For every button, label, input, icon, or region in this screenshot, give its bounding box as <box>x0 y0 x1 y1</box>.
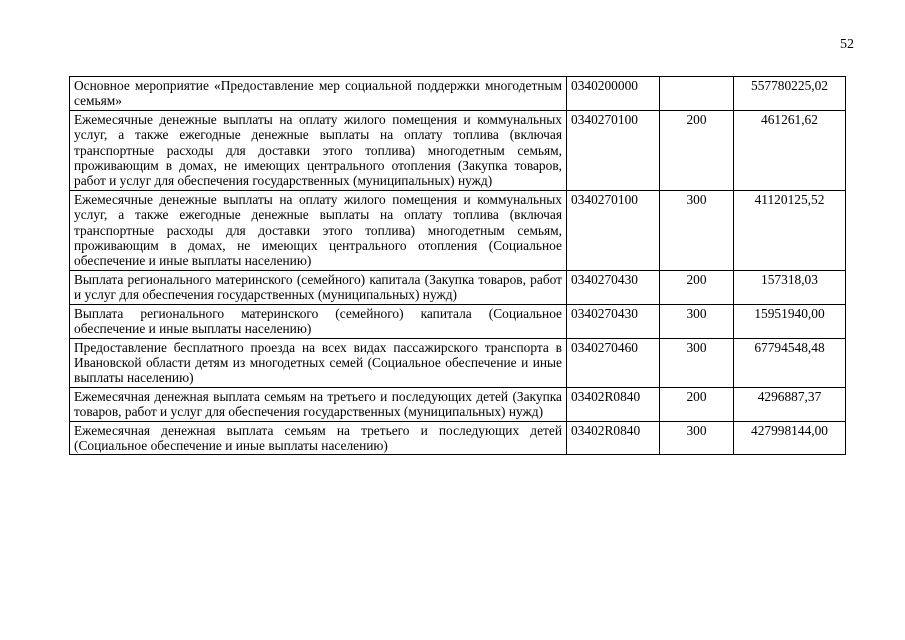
budget-table-body <box>70 77 846 455</box>
target-code-cell: 03402R0840 <box>567 387 660 421</box>
expense-name-cell: Предоставление бесплатного проезда на всех видах пассажирского транспорта в Ивановской области детям из многодетных семей (Социальное обеспечение и иные выплаты населению) <box>70 338 567 387</box>
amount-cell: 41120125,52 <box>734 190 846 270</box>
expense-name-cell: Ежемесячные денежные выплаты на оплату жилого помещения и коммунальных услуг, а также ежегодные денежные выплаты на оплату топлива (включая транспортные расходы для доставки этого топлива) многодетным семьям, проживающим в домах, не имеющих центрального отопления (Закупка товаров, работ и услуг для обеспечения государственных (муниципальных) нужд) <box>70 110 567 190</box>
expense-type-cell: 200 <box>660 110 734 190</box>
expense-type-cell: 200 <box>660 270 734 304</box>
expense-name-cell: Выплата регионального материнского (семейного) капитала (Социальное обеспечение и иные выплаты населению) <box>70 304 567 338</box>
table-row <box>70 110 846 190</box>
amount-cell: 67794548,48 <box>734 338 846 387</box>
amount-cell: 557780225,02 <box>734 77 846 111</box>
target-code-cell: 0340270430 <box>567 270 660 304</box>
expense-type-cell: 300 <box>660 190 734 270</box>
page-number: 52 <box>840 37 854 52</box>
expense-type-cell: 300 <box>660 421 734 455</box>
expense-type-cell: 300 <box>660 304 734 338</box>
table-row <box>70 190 846 270</box>
target-code-cell: 0340270460 <box>567 338 660 387</box>
target-code-cell: 03402R0840 <box>567 421 660 455</box>
amount-cell: 157318,03 <box>734 270 846 304</box>
amount-cell: 461261,62 <box>734 110 846 190</box>
table-row <box>70 304 846 338</box>
target-code-cell: 0340270430 <box>567 304 660 338</box>
table-row <box>70 270 846 304</box>
budget-table <box>69 76 846 455</box>
expense-name-cell: Ежемесячная денежная выплата семьям на третьего и последующих детей (Закупка товаров, работ и услуг для обеспечения государственных (муниципальных) нужд) <box>70 387 567 421</box>
table-row <box>70 77 846 111</box>
expense-name-cell: Выплата регионального материнского (семейного) капитала (Закупка товаров, работ и услуг для обеспечения государственных (муниципальных) нужд) <box>70 270 567 304</box>
expense-type-cell <box>660 77 734 111</box>
expense-type-cell: 300 <box>660 338 734 387</box>
amount-cell: 427998144,00 <box>734 421 846 455</box>
amount-cell: 4296887,37 <box>734 387 846 421</box>
amount-cell: 15951940,00 <box>734 304 846 338</box>
table-row <box>70 338 846 387</box>
expense-name-cell: Ежемесячная денежная выплата семьям на третьего и последующих детей (Социальное обеспечение и иные выплаты населению) <box>70 421 567 455</box>
target-code-cell: 0340270100 <box>567 190 660 270</box>
expense-name-cell: Основное мероприятие «Предоставление мер социальной поддержки многодетным семьям» <box>70 77 567 111</box>
table-row <box>70 387 846 421</box>
expense-name-cell: Ежемесячные денежные выплаты на оплату жилого помещения и коммунальных услуг, а также ежегодные денежные выплаты на оплату топлива (включая транспортные расходы для доставки этого топлива) многодетным семьям, проживающим в домах, не имеющих центрального отопления (Социальное обеспечение и иные выплаты населению) <box>70 190 567 270</box>
table-row <box>70 421 846 455</box>
target-code-cell: 0340270100 <box>567 110 660 190</box>
target-code-cell: 0340200000 <box>567 77 660 111</box>
expense-type-cell: 200 <box>660 387 734 421</box>
